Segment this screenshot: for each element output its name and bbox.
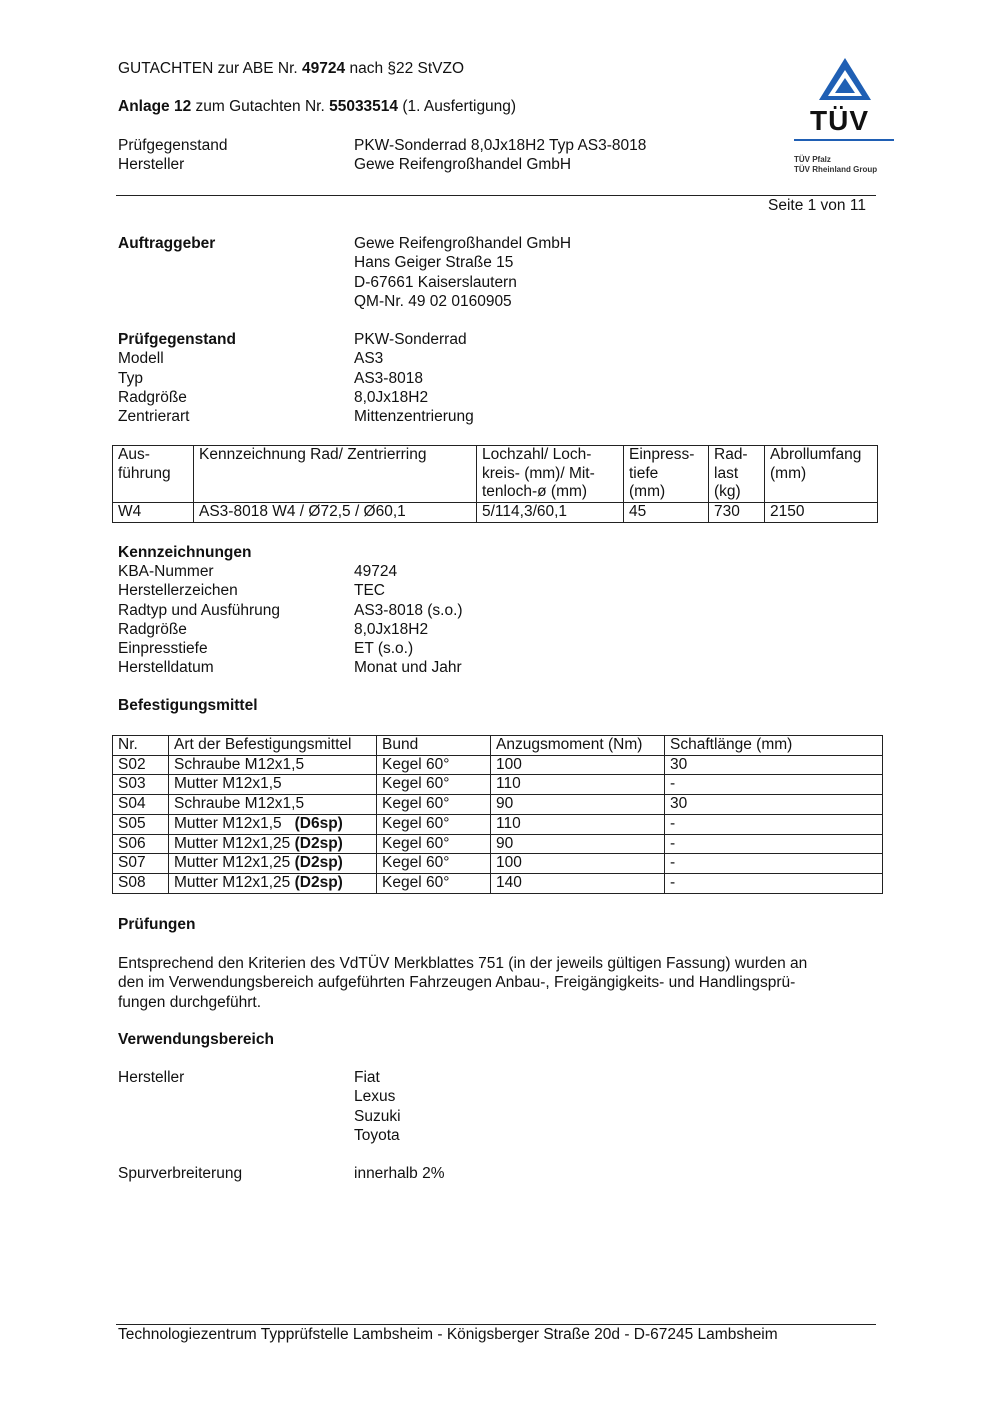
fastener-shaft-length: - [665,834,883,854]
pruefungen-text: Entsprechend den Kriterien des VdTÜV Merkblattes 751 (in der jeweils gültigen Fassung) wurden an den im Verwendungsbereich aufgeführten Fahrzeugen Anbau-, Freigängigkeits- und Handlingsprü- fungen durchgeführt. [118,955,808,1011]
fastener-nr: S05 [113,814,169,834]
table-row [113,834,883,854]
fastener-type: Schraube M12x1,5 [169,755,377,775]
hersteller-label: Hersteller [118,1069,185,1086]
fastener-nr: S02 [113,755,169,775]
header-label-pruefgegenstand: Prüfgegenstand [118,137,228,154]
table-row [113,873,883,893]
report-number: 55033514 [329,98,399,115]
spur-value: innerhalb 2% [354,1165,445,1182]
spur-label: Spurverbreiterung [118,1165,243,1182]
table-row: W4 AS3-8018 W4 / Ø72,5 / Ø60,1 5/114,3/60,1 45 730 2150 [113,503,878,523]
fastener-bund: Kegel 60° [377,775,491,795]
list-item: Fiat [354,1069,380,1086]
table-row [113,854,883,874]
verwendungsbereich-title: Verwendungsbereich [118,1031,274,1048]
pruefgegenstand-labels: Prüfgegenstand Modell Typ Radgröße Zentrierart [118,331,236,426]
fastener-bund: Kegel 60° [377,814,491,834]
annex-line: Anlage 12 zum Gutachten Nr. 55033514 (1. Ausfertigung) [118,98,517,115]
fastener-nr: S04 [113,795,169,815]
fastener-shaft-length: 30 [665,755,883,775]
fastener-torque: 100 [491,854,665,874]
header-einpresstiefe: Einpress- tiefe (mm) [624,446,709,503]
fastener-shaft-length: - [665,814,883,834]
fastener-bund: Kegel 60° [377,834,491,854]
tuev-group-label: TÜV Rheinland Group [794,165,878,174]
kennzeichnungen-values: 49724 TEC AS3-8018 (s.o.) 8,0Jx18H2 ET (s.o.) Monat und Jahr [354,563,463,677]
tuev-logo-text: TÜV [810,105,869,136]
fastener-type: Mutter M12x1,5 (D6sp) [169,814,377,834]
header-ausfuehrung: Aus- führung [113,446,194,503]
pruefgegenstand-values: PKW-Sonderrad AS3 AS3-8018 8,0Jx18H2 Mittenzentrierung [354,331,474,426]
fastener-type: Mutter M12x1,25 (D2sp) [169,873,377,893]
table-row [113,814,883,834]
fastener-bund: Kegel 60° [377,795,491,815]
fastener-type: Schraube M12x1,5 [169,795,377,815]
kennzeichnungen-labels: KBA-Nummer Herstellerzeichen Radtyp und Ausführung Radgröße Einpresstiefe Herstelldatum [118,563,281,677]
fastener-nr: S07 [113,854,169,874]
table-row [113,795,883,815]
header-kennzeichnung: Kennzeichnung Rad/ Zentrierring [194,446,477,503]
fastener-torque: 140 [491,873,665,893]
fastener-torque: 110 [491,775,665,795]
fastener-shaft-length: - [665,775,883,795]
tuev-pfalz-label: TÜV Pfalz [794,155,831,164]
abe-number: 49724 [302,60,346,77]
fastener-shaft-length: - [665,873,883,893]
header-radlast: Rad- last (kg) [709,446,765,503]
header-lochzahl: Lochzahl/ Loch- kreis- (mm)/ Mit- tenloch-ø (mm) [477,446,624,503]
auftraggeber-label: Auftraggeber [118,235,216,252]
fastener-nr: S03 [113,775,169,795]
header-value-hersteller: Gewe Reifengroßhandel GmbH [354,156,572,173]
fastener-shaft-length: - [665,854,883,874]
fastener-nr: S06 [113,834,169,854]
wheel-table [112,445,878,523]
fastener-bund: Kegel 60° [377,873,491,893]
fastener-torque: 110 [491,814,665,834]
fastener-torque: 90 [491,795,665,815]
fastener-torque: 100 [491,755,665,775]
report-title: GUTACHTEN zur ABE Nr. 49724 nach §22 StVZO [118,60,465,77]
header-abrollumfang: Abrollumfang (mm) [765,446,878,503]
fastener-bund: Kegel 60° [377,854,491,874]
fastener-torque: 90 [491,834,665,854]
fastener-table-header: Nr. Art der Befestigungsmittel Bund Anzugsmoment (Nm) Schaftlänge (mm) [113,736,883,756]
page-number: Seite 1 von 11 [768,197,866,214]
table-row [113,755,883,775]
fastener-type: Mutter M12x1,25 (D2sp) [169,854,377,874]
fastener-type: Mutter M12x1,5 [169,775,377,795]
befestigung-title: Befestigungsmittel [118,697,258,714]
header-label-hersteller: Hersteller [118,156,185,173]
auftraggeber-address: Gewe Reifengroßhandel GmbH Hans Geiger Straße 15 D-67661 Kaiserslautern QM-Nr. 49 02 0160905 [354,235,572,310]
kennzeichnungen-title: Kennzeichnungen [118,544,252,561]
wheel-table-header [113,446,878,503]
header-value-pruefgegenstand: PKW-Sonderrad 8,0Jx18H2 Typ AS3-8018 [354,137,647,154]
fastener-shaft-length: 30 [665,795,883,815]
list-item: Lexus [354,1088,396,1106]
fastener-bund: Kegel 60° [377,755,491,775]
list-item: Suzuki [354,1107,401,1125]
fastener-table [112,735,883,894]
pruefungen-title: Prüfungen [118,916,196,933]
table-row [113,775,883,795]
logo-divider [794,139,894,141]
list-item: Toyota [354,1126,400,1144]
hersteller-list [354,1068,401,1145]
tuev-logo [794,56,896,178]
fastener-nr: S08 [113,873,169,893]
header-divider [116,195,876,196]
footer-text: Technologiezentrum Typprüfstelle Lambsheim - Königsberger Straße 20d - D-67245 Lambsheim [118,1326,778,1343]
fastener-type: Mutter M12x1,25 (D2sp) [169,834,377,854]
